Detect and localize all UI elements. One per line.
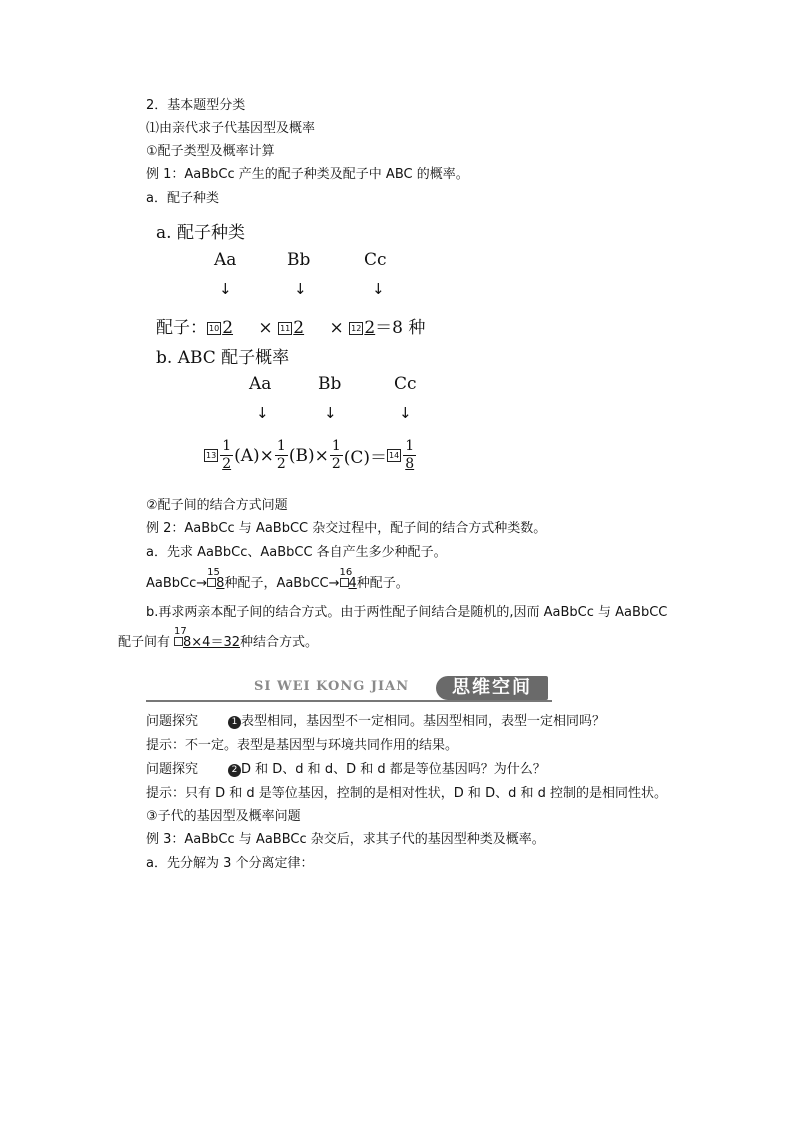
times-sign: ×	[329, 318, 344, 338]
example-3: 例 3：AaBbCc 与 AaBBCc 杂交后，求其子代的基因型种类及概率。	[146, 832, 545, 847]
fig1-gene-cc: Cc	[364, 250, 387, 270]
step-a-label: a．配子种类	[146, 191, 219, 206]
step-a-text: a．先求 AaBbCc、AaBbCC 各自产生多少种配子。	[146, 545, 447, 560]
answer-1: 提示：不一定。表型是基因型与环境共同作用的结果。	[146, 738, 459, 753]
frac-den: 8	[405, 456, 415, 472]
frac-num: 1	[222, 438, 232, 454]
fraction-half-a	[220, 438, 233, 473]
question-1-text: 表型相同，基因型不一定相同。基因型相同，表型一定相同吗？	[241, 714, 606, 729]
blank-num-15: 15	[207, 567, 220, 578]
fig1-arrow-2: ↓	[294, 280, 307, 298]
fig1-result: ＝8 种	[375, 318, 426, 338]
question-1-number-icon: 1	[228, 716, 241, 729]
step-a-decompose: a．先分解为 3 个分离定律：	[146, 856, 314, 871]
blank-box-10: 10	[209, 324, 220, 333]
subheading-combination: ②配子间的结合方式问题	[146, 498, 288, 513]
blank-box-12: 12	[351, 324, 362, 333]
text-part: AaBbCc→	[146, 576, 208, 591]
fig1-gamete-label: 配子：	[156, 318, 207, 338]
blank-value-12: 2	[364, 318, 376, 338]
subheading-gamete-types: ①配子类型及概率计算	[146, 144, 275, 159]
thinking-space-banner	[146, 676, 552, 704]
step-b-text: b.再求两亲本配子间的结合方式。由于两性配子间结合是随机的,因而 AaBbCc 与 AaBbCC	[146, 605, 668, 620]
text-part: 种配子。	[356, 576, 409, 591]
subheading-offspring: ③子代的基因型及概率问题	[146, 809, 301, 824]
answer-2: 提示：只有 D 和 d 是等位基因，控制的是相对性状，D 和 D、d 和 d 控制的是相同性状。	[146, 786, 667, 801]
text-part: 配子间有	[118, 635, 171, 650]
question-2-number-icon: 2	[228, 764, 241, 777]
frac-den: 2	[331, 456, 341, 472]
frac-num: 1	[405, 438, 415, 454]
fraction-half-c	[330, 438, 343, 473]
blank-box-13: 13	[206, 451, 217, 460]
frac-num: 1	[331, 438, 341, 454]
fig2-arrow-3: ↓	[399, 404, 412, 422]
blank-value-15: 8	[216, 576, 225, 591]
subheading-1: ⑴由亲代求子代基因型及概率	[146, 121, 316, 136]
gene-c-equals: (C)＝	[343, 448, 388, 468]
example-2: 例 2：AaBbCc 与 AaBbCC 杂交过程中，配子间的结合方式种类数。	[146, 521, 547, 536]
banner-rule	[146, 700, 552, 702]
blank-value-17: 8×4＝32	[183, 635, 240, 650]
blank-value-16: 4	[348, 576, 357, 591]
fig2-gene-cc: Cc	[394, 374, 417, 394]
fig2-title: b. ABC 配子概率	[156, 348, 290, 368]
combination-result-line	[118, 626, 319, 652]
fig2-arrow-1: ↓	[256, 404, 269, 422]
question-2-text: D 和 D、d 和 d、D 和 d 都是等位基因吗？为什么？	[241, 762, 546, 777]
fig2-gene-bb: Bb	[318, 374, 342, 394]
question-1-label: 问题探究	[146, 714, 199, 729]
text-part: 种配子，AaBbCC→	[224, 576, 340, 591]
question-2	[146, 761, 546, 779]
fig1-gene-bb: Bb	[287, 250, 311, 270]
fig2-probability-row	[204, 438, 417, 473]
example-1: 例 1：AaBbCc 产生的配子种类及配子中 ABC 的概率。	[146, 167, 469, 182]
gene-a-times: (A)×	[234, 445, 274, 466]
text-part: 种结合方式。	[240, 635, 319, 650]
blank-box-11: 11	[280, 324, 291, 333]
fraction-half-b	[275, 438, 288, 473]
frac-num: 1	[276, 438, 286, 454]
blank-num-16: 16	[339, 567, 353, 578]
frac-den: 2	[222, 456, 232, 472]
times-sign: ×	[258, 318, 273, 338]
blank-box-14: 14	[389, 451, 400, 460]
question-2-label: 问题探究	[146, 762, 199, 777]
fig1-arrow-1: ↓	[219, 280, 232, 298]
fig1-gene-aa: Aa	[214, 250, 237, 270]
heading-basic-types: 2．基本题型分类	[146, 98, 246, 113]
blank-value-11: 2	[293, 318, 305, 338]
gene-b-times: (B)×	[288, 445, 329, 466]
fraction-result	[403, 438, 416, 473]
blank-value-10: 2	[222, 318, 234, 338]
fig1-gamete-row	[156, 313, 425, 338]
question-1	[146, 713, 605, 731]
fig2-gene-aa: Aa	[249, 374, 272, 394]
frac-den: 2	[276, 456, 286, 472]
banner-title: 思维空间	[436, 676, 548, 700]
gamete-count-line	[146, 567, 409, 593]
fig1-arrow-3: ↓	[372, 280, 385, 298]
banner-pinyin: SI WEI KONG JIAN	[254, 679, 410, 694]
fig2-arrow-2: ↓	[324, 404, 337, 422]
fig1-title: a. 配子种类	[156, 223, 245, 243]
blank-num-17: 17	[174, 626, 187, 637]
